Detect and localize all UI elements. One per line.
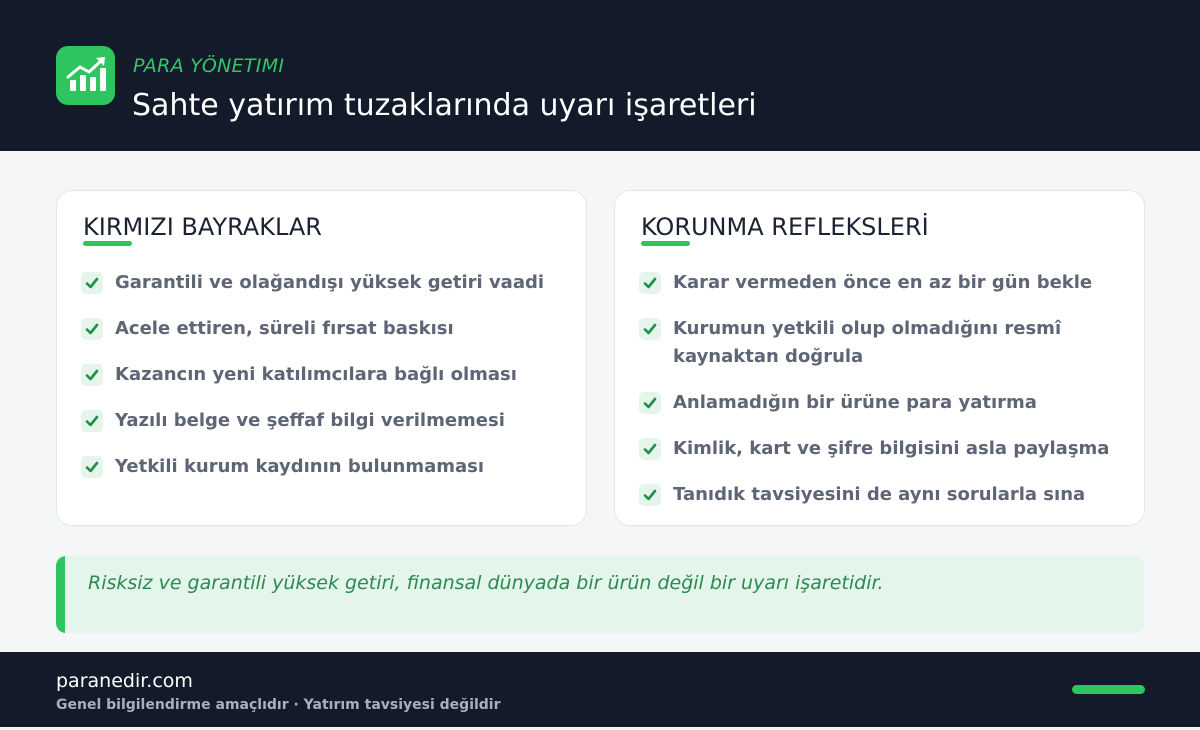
list-item-text: Kurumun yetkili olup olmadığını resmî kaynaktan doğrula bbox=[673, 318, 1062, 367]
list-item bbox=[81, 269, 568, 297]
list-item bbox=[639, 389, 1126, 417]
check-icon bbox=[81, 272, 103, 294]
list-item bbox=[639, 269, 1126, 297]
page-title: Sahte yatırım tuzaklarında uyarı işaretleri bbox=[132, 88, 757, 123]
footer-site-name: paranedir.com bbox=[56, 670, 193, 692]
protection-card bbox=[614, 190, 1145, 526]
check-icon bbox=[639, 484, 661, 506]
callout-accent-bar bbox=[56, 556, 65, 633]
list-item bbox=[81, 407, 568, 435]
title-underline bbox=[641, 241, 690, 246]
callout-text: Risksiz ve garantili yüksek getiri, finansal dünyada bir ürün değil bir uyarı işaretidir. bbox=[88, 572, 884, 594]
list-item-text: Tanıdık tavsiyesini de aynı sorularla sına bbox=[673, 484, 1086, 505]
list-item bbox=[639, 435, 1126, 463]
check-icon bbox=[639, 392, 661, 414]
check-icon bbox=[81, 318, 103, 340]
list-item bbox=[639, 481, 1126, 509]
check-icon bbox=[639, 318, 661, 340]
protection-list bbox=[639, 269, 1126, 527]
list-item-text: Kimlik, kart ve şifre bilgisini asla paylaşma bbox=[673, 438, 1110, 459]
red-flags-card bbox=[56, 190, 587, 526]
header bbox=[0, 0, 1200, 151]
red-flags-title: KIRMIZI BAYRAKLAR bbox=[83, 213, 322, 241]
list-item bbox=[639, 315, 1126, 371]
footer-disclaimer: Genel bilgilendirme amaçlıdır · Yatırım tavsiyesi değildir bbox=[56, 697, 501, 713]
footer bbox=[0, 652, 1200, 727]
list-item-text: Garantili ve olağandışı yüksek getiri vaadi bbox=[115, 272, 545, 293]
list-item bbox=[81, 361, 568, 389]
list-item-text: Kazancın yeni katılımcılara bağlı olması bbox=[115, 364, 517, 385]
check-icon bbox=[81, 456, 103, 478]
check-icon bbox=[81, 364, 103, 386]
check-icon bbox=[639, 272, 661, 294]
footer-accent-bar bbox=[1072, 685, 1145, 694]
list-item bbox=[81, 315, 568, 343]
list-item-text: Yazılı belge ve şeffaf bilgi verilmemesi bbox=[115, 410, 505, 431]
list-item-text: Yetkili kurum kaydının bulunmaması bbox=[115, 456, 485, 477]
protection-title: KORUNMA REFLEKSLERİ bbox=[641, 213, 929, 241]
red-flags-list bbox=[81, 269, 568, 499]
section-eyebrow: PARA YÖNETIMI bbox=[133, 55, 285, 77]
title-underline bbox=[83, 241, 132, 246]
check-icon bbox=[81, 410, 103, 432]
list-item bbox=[81, 453, 568, 481]
key-takeaway-callout bbox=[56, 556, 1144, 633]
list-item-text: Acele ettiren, süreli fırsat baskısı bbox=[115, 318, 454, 339]
growth-chart-icon bbox=[56, 46, 115, 105]
list-item-text: Karar vermeden önce en az bir gün bekle bbox=[673, 272, 1093, 293]
list-item-text: Anlamadığın bir ürüne para yatırma bbox=[673, 392, 1037, 413]
check-icon bbox=[639, 438, 661, 460]
